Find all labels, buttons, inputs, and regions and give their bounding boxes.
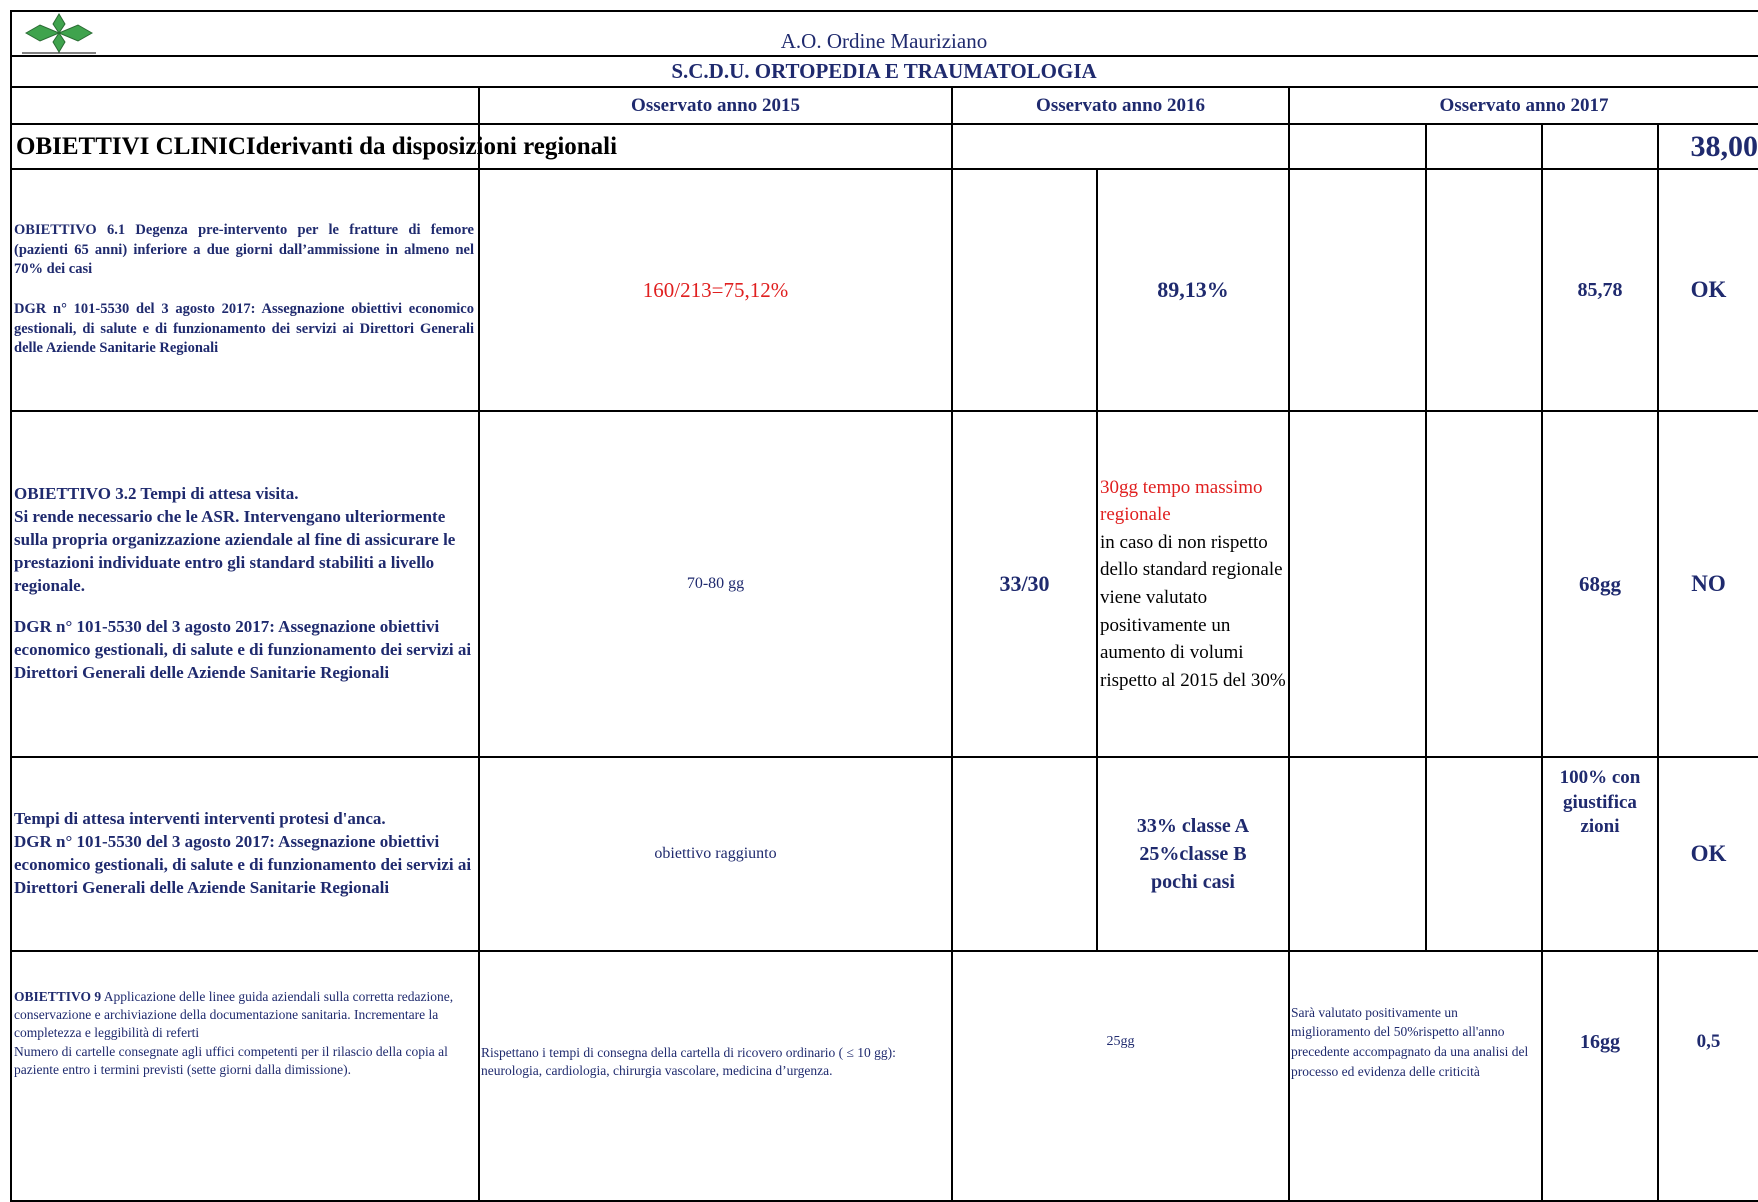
row3-obs-2015: obiettivo raggiunto	[654, 845, 777, 862]
row4-description	[14, 952, 474, 1200]
row1-description	[14, 170, 474, 410]
row3-obs-2016-b: 33% classe A 25%classe B pochi casi	[1136, 815, 1250, 893]
row4-result: 0,5	[1696, 1031, 1721, 1052]
row1-desc-dgr: DGR n° 101-5530 del 3 agosto 2017: Assegnazione obiettivi economico gestionali, di salute e di funzionamento dei servizi ai Direttori Generali delle Aziende Sanitarie Regionali	[14, 301, 474, 357]
row2-obs-2017-c: 68gg	[1579, 571, 1621, 596]
row2-obs-2016-red: 30gg tempo massimo regionale	[1100, 476, 1263, 526]
row4-obs-2015: Rispettano i tempi di consegna della cartella di ricovero ordinario ( ≤ 10 gg): neurologia, cardiologia, chirurgia vascolare, medicina d’urgenza.	[481, 1045, 896, 1079]
row4-desc-title: OBIETTIVO 9	[14, 989, 102, 1004]
row4-obs-2017-ab: Sarà valutato positivamente un miglioramento del 50%rispetto all'anno precedente accompagnato da una analisi del processo ed evidenza delle criticità	[1291, 1004, 1529, 1079]
column-header-2017: Osservato anno 2017	[1439, 94, 1609, 116]
department-title: S.C.D.U. ORTOPEDIA E TRAUMATOLOGIA	[671, 59, 1097, 83]
row3-desc-objective: Tempi di attesa interventi interventi protesi d'anca. DGR n° 101-5530 del 3 agosto 2017: Assegnazione obiettivi economico gestionali, di salute e di funzionamento dei servizi ai Direttori Generali delle Aziende Sanitarie Regionali	[14, 809, 472, 897]
row2-obs-2016-a: 33/30	[999, 571, 1050, 596]
row1-obs-2016-b: 89,13%	[1157, 277, 1229, 302]
row1-obs-2015: 160/213=75,12%	[642, 277, 789, 302]
row4-desc-text: Applicazione delle linee guida aziendali sulla corretta redazione, conservazione e archiviazione della documentazione sanitaria. Incrementare la completezza e leggibilità di referti Numero di cartelle consegnate agli uffici competenti per il rilascio della copia al paziente entro i termini previsti (sette giorni dalla dimissione).	[14, 989, 454, 1077]
row1-obs-2017-c: 85,78	[1577, 278, 1623, 301]
row3-description	[14, 758, 474, 950]
row2-obs-2016-note: in caso di non rispetto dello standard regionale viene valutato positivamente un aumento di volumi rispetto al 2015 del 30%	[1100, 531, 1286, 691]
column-header-2015: Osservato anno 2015	[631, 94, 800, 116]
org-name: A.O. Ordine Mauriziano	[780, 28, 988, 53]
row1-result: OK	[1690, 277, 1727, 302]
row2-obs-2015: 70-80 gg	[686, 575, 745, 592]
row2-result: NO	[1691, 571, 1726, 596]
row2-desc-dgr: DGR n° 101-5530 del 3 agosto 2017: Assegnazione obiettivi economico gestionali, di salute e di funzionamento dei servizi ai Direttori Generali delle Aziende Sanitarie Regionali	[14, 616, 472, 682]
column-header-2016: Osservato anno 2016	[1036, 94, 1205, 116]
row4-obs-2017-c: 16gg	[1580, 1030, 1620, 1053]
row3-result: OK	[1690, 841, 1727, 866]
section-title-rest: derivanti da disposizioni regionali	[255, 132, 618, 160]
row3-obs-2017-c: 100% con giustifica zioni	[1559, 767, 1641, 838]
row2-desc-objective: OBIETTIVO 3.2 Tempi di attesa visita. Si rende necessario che le ASR. Intervengano ulteriormente sulla propria organizzazione aziendale al fine di assicurare le prestazioni individuate entro gli standard stabiliti a livello regionale.	[14, 484, 456, 595]
section-title	[16, 125, 951, 168]
row2-obs-2016-b	[1100, 412, 1288, 756]
section-title-bold: OBIETTIVI CLINICI	[16, 132, 256, 160]
row1-desc-objective: OBIETTIVO 6.1 Degenza pre-intervento per le fratture di femore (pazienti 65 anni) inferiore a due giorni dall’ammissione in almeno nel 70% dei casi	[14, 222, 474, 278]
section-score: 38,00	[1690, 129, 1758, 163]
row4-obs-2016-b: 25gg	[1106, 1034, 1135, 1049]
row2-description	[14, 412, 474, 756]
